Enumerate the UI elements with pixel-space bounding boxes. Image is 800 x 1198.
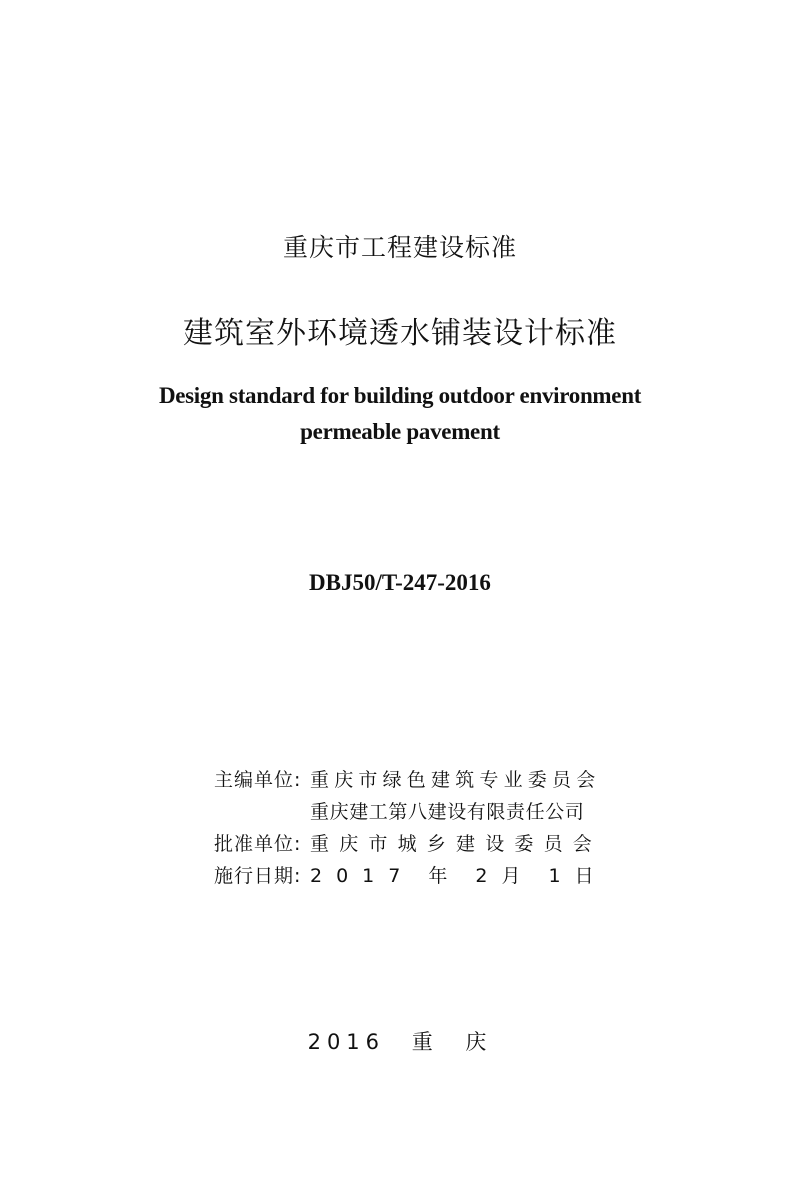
standard-code: DBJ50/T-247-2016 <box>309 570 491 595</box>
series-title: 重庆市工程建设标准 <box>282 233 517 262</box>
effective-year: 2017 <box>310 865 415 887</box>
effective-date-value <box>310 860 622 892</box>
publication-footer <box>0 1026 800 1056</box>
publication-city: 重 庆 <box>411 1030 493 1054</box>
publication-year: 2016 <box>307 1030 386 1054</box>
publication-info <box>214 764 622 892</box>
effective-year-unit: 年 <box>428 865 448 887</box>
effective-date-row <box>214 860 622 892</box>
standard-title-english-line2: permeable pavement <box>300 419 500 444</box>
chief-editor-row-2 <box>214 796 622 828</box>
effective-day-unit: 日 <box>574 865 594 887</box>
approval-label: 批准单位: <box>214 833 302 855</box>
approval-row <box>214 828 622 860</box>
standard-title-english-line1: Design standard for building outdoor environment <box>158 383 642 408</box>
effective-day: 1 <box>548 865 561 887</box>
chief-editor-unit-1: 重庆市绿色建筑专业委员会 <box>310 769 601 791</box>
effective-month: 2 <box>475 865 488 887</box>
effective-date-label: 施行日期: <box>214 865 302 887</box>
approval-unit: 重庆市城乡建设委员会 <box>310 833 603 855</box>
standard-title-chinese: 建筑室外环境透水铺装设计标准 <box>183 316 617 351</box>
chief-editor-row <box>214 764 622 796</box>
chief-editor-label: 主编单位: <box>214 769 302 791</box>
effective-month-unit: 月 <box>501 865 521 887</box>
chief-editor-unit-2: 重庆建工第八建设有限责任公司 <box>310 801 585 823</box>
